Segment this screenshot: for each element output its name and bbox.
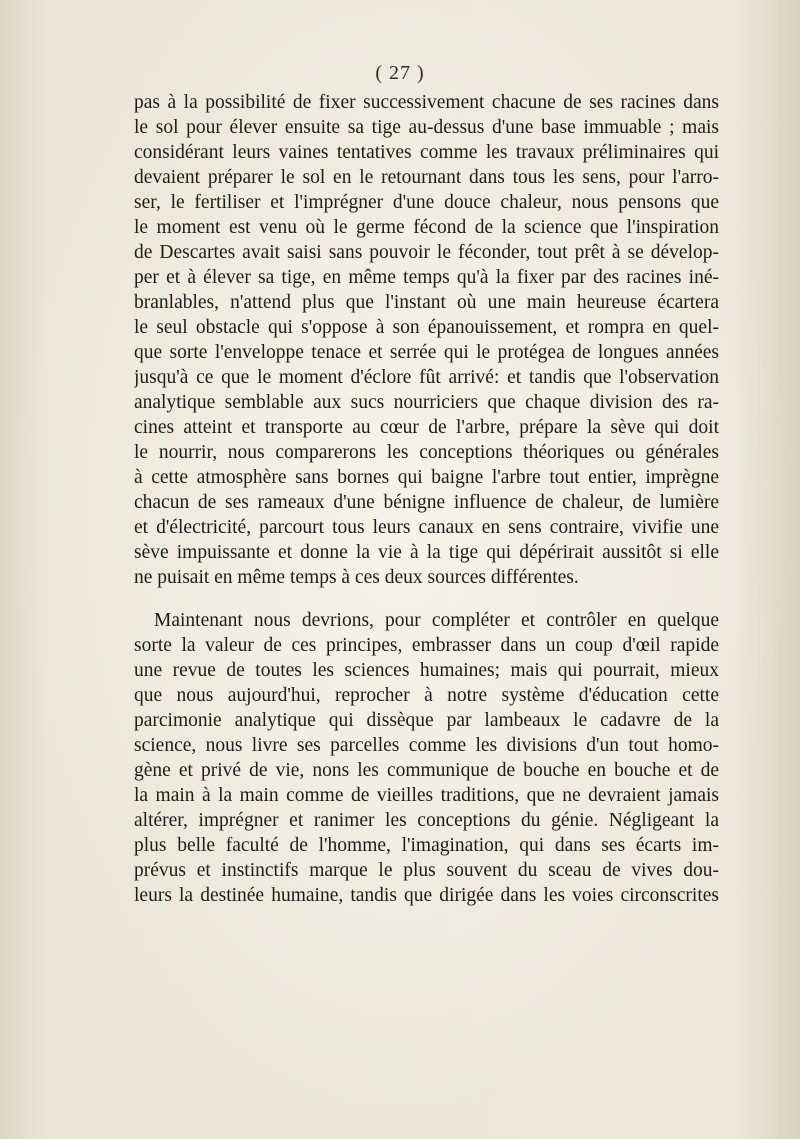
text-line: sève impuissante et donne la vie à la tige qui dépérirait aussitôt si elle — [134, 542, 719, 563]
text-line: branlables, n'attend plus que l'instant où une main heureuse écartera — [134, 292, 719, 313]
text-line: le moment est venu où le germe fécond de la science que l'inspiration — [134, 217, 719, 238]
text-line: parcimonie analytique qui dissèque par lambeaux le cadavre de la — [134, 710, 719, 731]
text-line: le seul obstacle qui s'oppose à son épanouissement, et rompra en quel- — [134, 317, 719, 338]
page-number: ( 27 ) — [375, 62, 425, 84]
body-text — [134, 90, 719, 908]
text-line: per et à élever sa tige, en même temps qu'à la fixer par des racines iné- — [134, 267, 719, 288]
text-line: ne puisait en même temps à ces deux sources différentes. — [134, 567, 579, 588]
paragraph-2 — [134, 608, 719, 908]
text-line: leurs la destinée humaine, tandis que dirigée dans les voies circonscrites — [134, 885, 719, 906]
text-line: jusqu'à ce que le moment d'éclore fût arrivé: et tandis que l'observation — [134, 367, 719, 388]
text-line: chacun de ses rameaux d'une bénigne influence de chaleur, de lumière — [134, 492, 719, 513]
text-line: que nous aujourd'hui, reprocher à notre système d'éducation cette — [134, 685, 719, 706]
text-line: la main à la main comme de vieilles traditions, que ne devraient jamais — [134, 785, 719, 806]
text-line: altérer, imprégner et ranimer les conceptions du génie. Négligeant la — [134, 810, 719, 831]
text-line: une revue de toutes les sciences humaines; mais qui pourrait, mieux — [134, 660, 719, 681]
paragraph-1 — [134, 90, 719, 590]
text-line: pas à la possibilité de fixer successivement chacune de ses racines dans — [134, 92, 719, 113]
text-line: plus belle faculté de l'homme, l'imagination, qui dans ses écarts im- — [134, 835, 719, 856]
text-line: que sorte l'enveloppe tenace et serrée qui le protégea de longues années — [134, 342, 719, 363]
text-line: devaient préparer le sol en le retournant dans tous les sens, pour l'arro- — [134, 167, 719, 188]
text-line: sorte la valeur de ces principes, embrasser dans un coup d'œil rapide — [134, 635, 719, 656]
text-line: Maintenant nous devrions, pour compléter et contrôler en quelque — [154, 610, 719, 631]
text-line: science, nous livre ses parcelles comme les divisions d'un tout homo- — [134, 735, 719, 756]
text-line: le sol pour élever ensuite sa tige au-dessus d'une base immuable ; mais — [134, 117, 719, 138]
text-line: analytique semblable aux sucs nourriciers que chaque division des ra- — [134, 392, 719, 413]
text-line: de Descartes avait saisi sans pouvoir le féconder, tout prêt à se dévelop- — [134, 242, 719, 263]
text-line: ser, le fertiliser et l'imprégner d'une douce chaleur, nous pensons que — [134, 192, 719, 213]
text-line: le nourrir, nous comparerons les conceptions théoriques ou générales — [134, 442, 719, 463]
text-line: à cette atmosphère sans bornes qui baigne l'arbre tout entier, imprègne — [134, 467, 719, 488]
text-line: cines atteint et transporte au cœur de l'arbre, prépare la sève qui doit — [134, 417, 719, 438]
text-line: gène et privé de vie, nons les communique de bouche en bouche et de — [134, 760, 719, 781]
text-line: considérant leurs vaines tentatives comme les travaux préliminaires qui — [134, 142, 719, 163]
text-line: et d'électricité, parcourt tous leurs canaux en sens contraire, vivifie une — [134, 517, 719, 538]
text-line: prévus et instinctifs marque le plus souvent du sceau de vives dou- — [134, 860, 719, 881]
paragraph-gap — [134, 590, 719, 608]
